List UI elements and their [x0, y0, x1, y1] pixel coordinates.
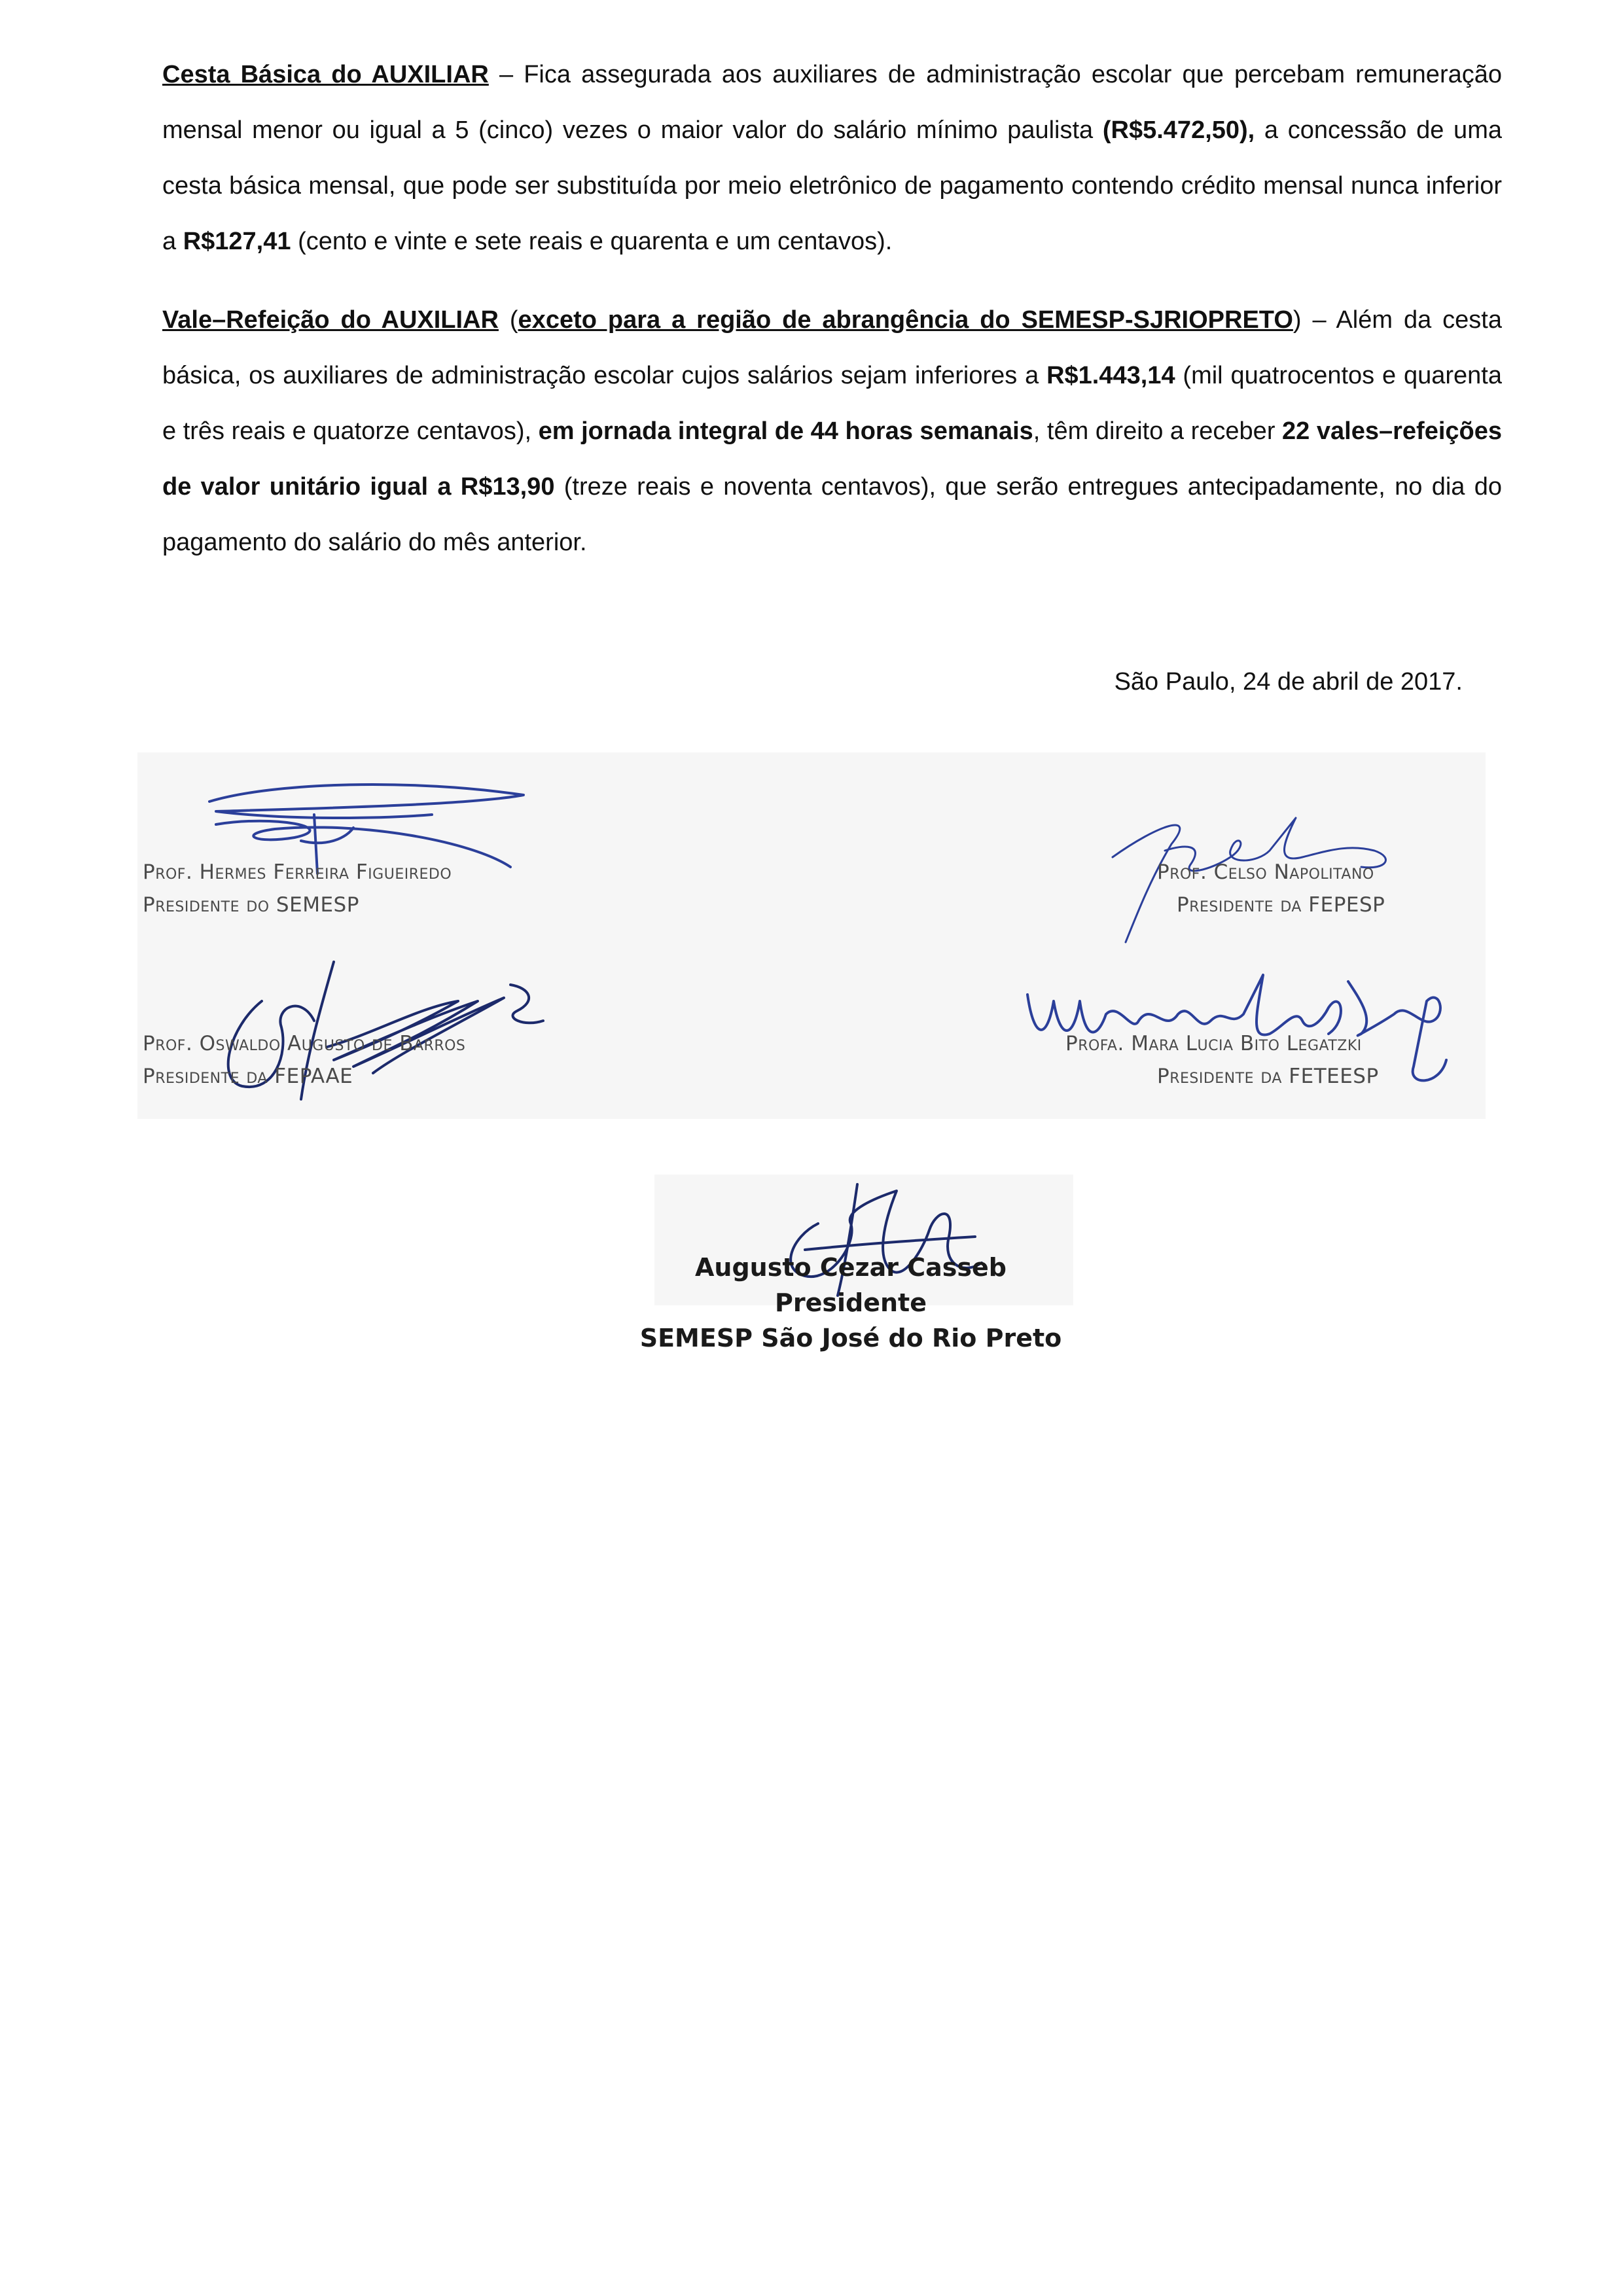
- signatory-name: Prof. Oswaldo Augusto de Barros: [143, 1032, 466, 1055]
- signatory-name: Prof. Celso Napolitano: [1157, 860, 1374, 884]
- text: a concessão de uma cesta básica mensal, que pode ser substituída por meio eletrônico de pagamento contendo crédito mensal nunca inferior a: [162, 116, 1502, 255]
- text: ) – Além da cesta básica, os auxiliares de administração escolar cujos salários sejam inferiores a: [162, 306, 1503, 389]
- vouchers-value: 22 vales–refeições de valor unitário igual a R$13,90: [162, 417, 1502, 501]
- signatory-name: Profa. Mara Lucia Bito Legatzki: [1065, 1032, 1362, 1055]
- signatory-mara: [1065, 1027, 1379, 1093]
- cesta-basica-title: Cesta Básica do AUXILIAR: [162, 61, 489, 88]
- text: – Fica assegurada aos auxiliares de administração escolar que percebam remuneração mensal menor ou igual a 5 (cinco) vezes o maior valor do salário mínimo paulista: [162, 61, 1502, 144]
- signatory-oswaldo: [143, 1027, 465, 1093]
- basket-min-value: R$127,41: [183, 228, 291, 255]
- vale-refeicao-title: Vale–Refeição do AUXILIAR: [162, 306, 499, 334]
- signatory-title: Presidente da FEPESP: [1177, 893, 1385, 917]
- signatory-title: Presidente do SEMESP: [143, 893, 359, 917]
- signatory-name: Augusto Cezar Casseb: [695, 1253, 1007, 1282]
- signatory-title: Presidente da FEPAAE: [143, 1065, 353, 1088]
- salary-limit-value: (R$5.472,50),: [1102, 116, 1255, 144]
- text: (mil quatrocentos e quarenta e três reais e quatorze centavos),: [162, 362, 1502, 445]
- signatory-title: Presidente da FETEESP: [1157, 1065, 1379, 1088]
- text: (cento e vinte e sete reais e quarenta e um centavos).: [291, 228, 893, 255]
- signatory-celso: [1157, 856, 1385, 921]
- paragraph-vale-refeicao: [162, 292, 1502, 571]
- signatory-title: Presidente: [775, 1288, 927, 1317]
- text: , têm direito a receber: [1033, 417, 1283, 445]
- signatory-name: Prof. Hermes Ferreira Figueiredo: [143, 860, 452, 884]
- text: (treze reais e noventa centavos), que serão entregues antecipadamente, no dia do pagamento do salário do mês anterior.: [162, 473, 1502, 556]
- signatory-org: SEMESP São José do Rio Preto: [639, 1324, 1062, 1352]
- text: (: [498, 306, 518, 334]
- region-exception: exceto para a região de abrangência do SEMESP-SJRIOPRETO: [518, 306, 1293, 334]
- full-time-condition: em jornada integral de 44 horas semanais: [538, 417, 1033, 445]
- signatory-augusto: [589, 1250, 1113, 1356]
- signatory-hermes: [143, 856, 452, 921]
- place-and-date: São Paulo, 24 de abril de 2017.: [1114, 668, 1463, 696]
- salary-threshold: R$1.443,14: [1046, 362, 1175, 389]
- paragraph-cesta-basica: [162, 47, 1502, 270]
